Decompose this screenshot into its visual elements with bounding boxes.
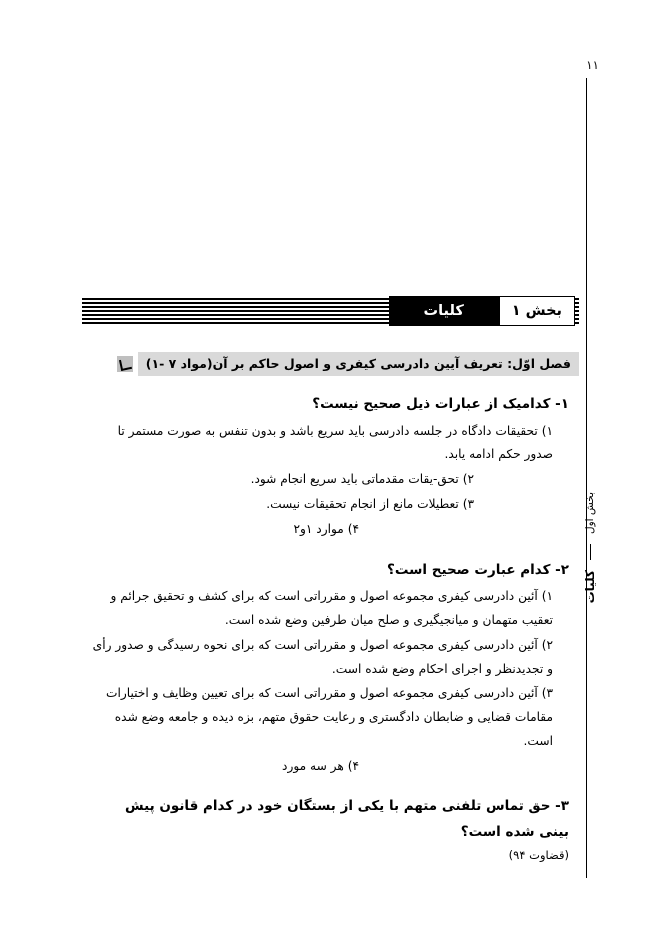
question-item — [92, 558, 569, 779]
question-title: ۱- کدامیک از عبارات ذیل صحیح نیست؟ — [312, 396, 569, 412]
margin-rule — [586, 78, 588, 878]
question-title: ۲- کدام عبارت صحیح است؟ — [386, 561, 569, 578]
option-item: ۴) هر سه مورد — [282, 758, 359, 773]
option-item: ۲) تحق-یقات مقدماتی باید سریع انجام شود. — [250, 472, 474, 487]
banner-section-number: بخش ۱ — [499, 296, 575, 326]
page-number: ۱۱ — [586, 58, 599, 72]
option-item: ۳) آئین دادرسی کیفری مجموعه اصول و مقرراتی است که برای تعیین وظایف و اختیارات مقامات قضایی و ضابطان دادگستری و رعایت حقوق متهم، بزه دیده و جامعه وضع شده است. — [105, 686, 553, 748]
banner-labels — [389, 296, 579, 326]
option-item: ۳) تعطیلات مانع از انجام تحقیقات نیست. — [266, 496, 474, 511]
running-head-divider — [590, 544, 591, 560]
running-head — [583, 492, 597, 632]
option-item: ۴) موارد ۱و۲ — [293, 521, 359, 536]
chapter-heading-text: فصل اوّل: تعریف آیین دادرسی کیفری و اصول حاکم بر آن(مواد ۷ -۱) — [138, 352, 579, 376]
question-title: ۳- حق تماس تلفنی متهم با یکی از بستگان خود در کدام قانون پیش بینی شده است؟ — [125, 798, 569, 841]
section-banner — [82, 296, 579, 326]
option-item: ۱) آئین دادرسی کیفری مجموعه اصول و مقرراتی است که برای کشف و تحقیق جرائم و تعقیب متهمان و میانجیگیری و صلح میان طرفین وضع شده است. — [110, 589, 553, 627]
option-item: ۲) آئین دادرسی کیفری مجموعه اصول و مقرراتی است که برای نحوه رسیدگی و صدور رأی و تجدیدنظر و اجرای احکام وضع شده است. — [92, 637, 553, 676]
running-head-title: کلیات — [583, 570, 597, 604]
pencil-check-icon — [117, 356, 133, 372]
question-options — [92, 585, 569, 778]
running-head-section: بخش اول — [584, 492, 596, 535]
question-source: (قضاوت ۹۴) — [508, 847, 569, 862]
question-list — [92, 392, 569, 871]
banner-title: کلیات — [389, 296, 499, 326]
question-item — [92, 794, 569, 865]
chapter-heading — [117, 352, 579, 376]
question-options — [92, 420, 569, 542]
question-item — [92, 392, 569, 542]
option-item: ۱) تحقیقات دادگاه در جلسه دادرسی باید سریع باشد و بدون تنفس به صورت مستمر تا صدور حکم ادامه یابد. — [117, 423, 553, 462]
